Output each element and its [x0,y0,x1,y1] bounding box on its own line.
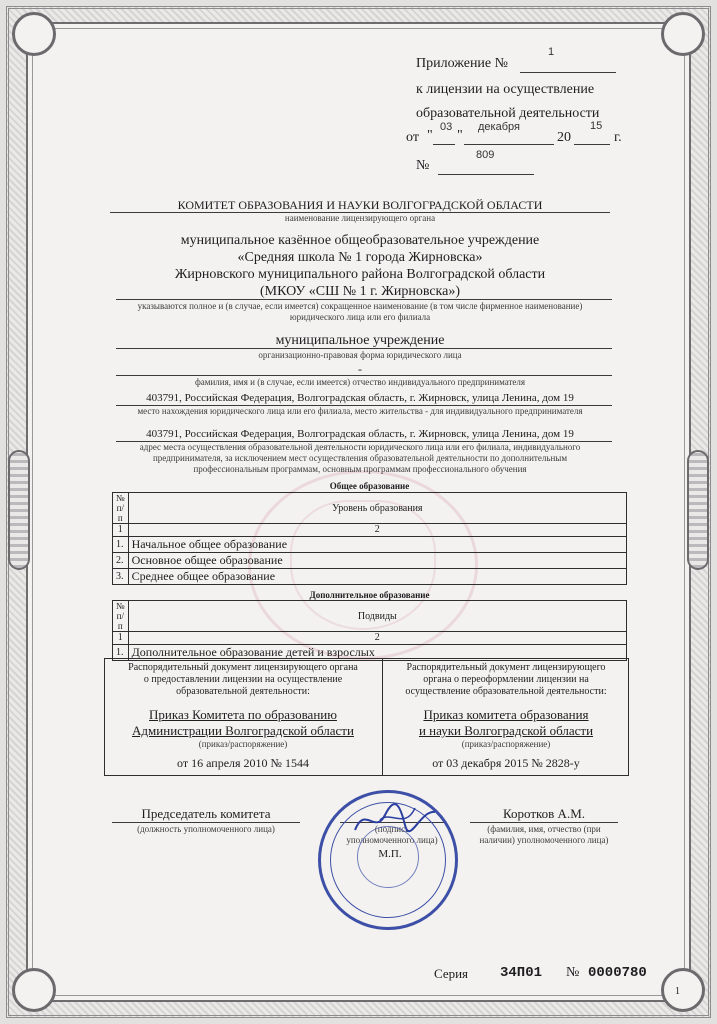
additional-education-table [112,600,627,661]
decree-divider [382,658,383,776]
decree-left-order2: Администрации Волгоградской области [132,723,354,738]
corner-ornament-icon [12,12,56,56]
location-value: 403791, Российская Федерация, Волгоградская область, г. Жирновск, улица Ленина, дом 19 [146,392,574,404]
column-subtype-header: Подвиды [128,601,626,632]
row-subtype: Дополнительное образование детей и взрослых [128,645,626,661]
quote-close: " [457,128,463,143]
row-number: 1. [113,645,129,661]
activity-address-caption1: адрес места осуществления образовательной деятельности юридического лица или его филиала, индивидуального [139,442,581,452]
index-cell: 2 [128,632,626,645]
column-level-header: Уровень образования [128,493,626,524]
authority-name: КОМИТЕТ ОБРАЗОВАНИЯ И НАУКИ ВОЛГОГРАДСКОЙ ОБЛАСТИ [177,198,543,212]
signature-caption2: уполномоченного лица) [346,835,438,845]
side-ornament-icon [8,450,30,570]
decree-left-order1: Приказ Комитета по образованию [149,707,337,722]
entity-caption2: юридического лица или его филиала [289,312,431,322]
name-caption1: (фамилия, имя, отчество (при [487,824,601,834]
activity-address-caption2: предпринимателя, за исключением мест осуществления образовательной деятельности по дополнительным [152,453,568,463]
index-cell: 1 [113,524,129,537]
license-number: 809 [476,149,495,161]
page-number: 1 [675,986,680,997]
index-cell: 2 [128,524,626,537]
activity-address-caption3: профессиональным программам, основным программам профессионального обучения [193,464,527,474]
authority-caption: наименование лицензирующего органа [284,213,436,223]
org-form-caption: организационно-правовая форма юридического лица [258,350,462,360]
row-level: Начальное общее образование [128,537,626,553]
decree-right-date: от 03 декабря 2015 № 2828-у [432,756,580,770]
appendix-day: 03 [440,121,453,133]
corner-ornament-icon [661,968,705,1012]
index-cell: 1 [113,632,129,645]
decree-right-heading1: Распорядительный документ лицензирующего [406,662,606,673]
appendix-number: 1 [548,46,555,58]
appendix-label: Приложение № [416,56,508,71]
decree-left-caption: (приказ/распоряжение) [198,739,288,749]
decree-right-heading3: осуществление образовательной деятельности: [405,686,607,697]
corner-ornament-icon [12,968,56,1012]
decree-left-date: от 16 апреля 2010 № 1544 [177,756,309,770]
activity-address-value: 403791, Российская Федерация, Волгоградская область, г. Жирновск, улица Ленина, дом 19 [146,428,574,440]
position-caption: (должность уполномоченного лица) [137,824,275,834]
name-line [470,806,618,823]
row-number: 1. [113,537,129,553]
row-level: Среднее общее образование [128,569,626,585]
mp-label: М.П. [378,848,402,860]
appendix-line2: к лицензии на осуществление [416,82,595,97]
entity-line1: муниципальное казённое общеобразовательное учреждение [180,233,540,248]
entity-line4: (МКОУ «СШ № 1 г. Жирновска») [259,284,461,299]
appendix-year-prefix: 20 [557,130,571,145]
appendix-month: декабря [478,121,520,133]
authority-line [110,200,610,213]
row-number: 3. [113,569,129,585]
additional-education-title: Дополнительное образование [309,590,430,600]
general-education-table [112,492,627,585]
entity-line [116,284,612,300]
signatory-position: Председатель комитета [141,806,271,821]
signature-caption1: (подпись [374,824,410,834]
table-row [113,537,627,553]
decree-left-heading3: образовательной деятельности: [176,686,310,697]
decree-right-heading2: органа о переоформлении лицензии на [423,674,589,685]
appendix-year-g: г. [614,130,622,145]
appendix-line3: образовательной деятельности [416,106,600,121]
location-line [116,392,612,406]
row-number: 2. [113,553,129,569]
org-form-value: муниципальное учреждение [275,333,445,348]
decree-right-caption: (приказ/распоряжение) [461,739,551,749]
decree-right-order1: Приказ комитета образования [423,707,589,722]
activity-address-line [116,428,612,442]
org-form-line [116,333,612,349]
entity-line3: Жирновского муниципального района Волгоградской области [174,267,546,282]
column-number-header: № п/п [113,601,129,632]
decree-left-heading2: о предоставлении лицензии на осуществление [143,674,343,685]
name-caption2: наличии) уполномоченного лица) [479,835,609,845]
table-row [113,553,627,569]
table-header-row [113,601,627,632]
table-header-row [113,493,627,524]
row-level: Основное общее образование [128,553,626,569]
table-row [113,569,627,585]
series-value: 34П01 [500,965,543,981]
table-index-row [113,632,627,645]
location-caption: место нахождения юридического лица или его филиала, место жительства - для индивидуального предпринимателя [137,406,583,416]
general-education-title: Общее образование [329,481,410,491]
decree-left-heading1: Распорядительный документ лицензирующего органа [128,662,358,673]
side-ornament-icon [687,450,709,570]
column-number-header: № п/п [113,493,129,524]
appendix-date-from: от [406,130,419,145]
signature-scribble-icon [350,800,440,840]
entrepreneur-caption: фамилия, имя и (в случае, если имеется) отчество индивидуального предпринимателя [194,377,526,387]
entity-line2: «Средняя школа № 1 города Жирновска» [237,250,483,265]
entrepreneur-value: - [358,362,362,376]
appendix-number-line [520,56,616,73]
series-number: 0000780 [588,965,647,981]
signatory-name: Коротков А.М. [502,806,586,821]
table-index-row [113,524,627,537]
quote-open: " [427,128,433,143]
year-line [574,130,610,145]
entity-caption1: указываются полное и (в случае, если имеется) сокращенное наименование (в том числе фирменное наименование) [137,301,583,311]
decree-right-order2: и науки Волгоградской области [418,723,594,738]
appendix-year-suffix: 15 [590,120,603,132]
entrepreneur-line [116,362,612,376]
position-line [112,806,300,823]
series-label: Серия [434,966,469,981]
series-no-label: № [566,965,580,980]
appendix-no-label: № [416,158,430,173]
corner-ornament-icon [661,12,705,56]
